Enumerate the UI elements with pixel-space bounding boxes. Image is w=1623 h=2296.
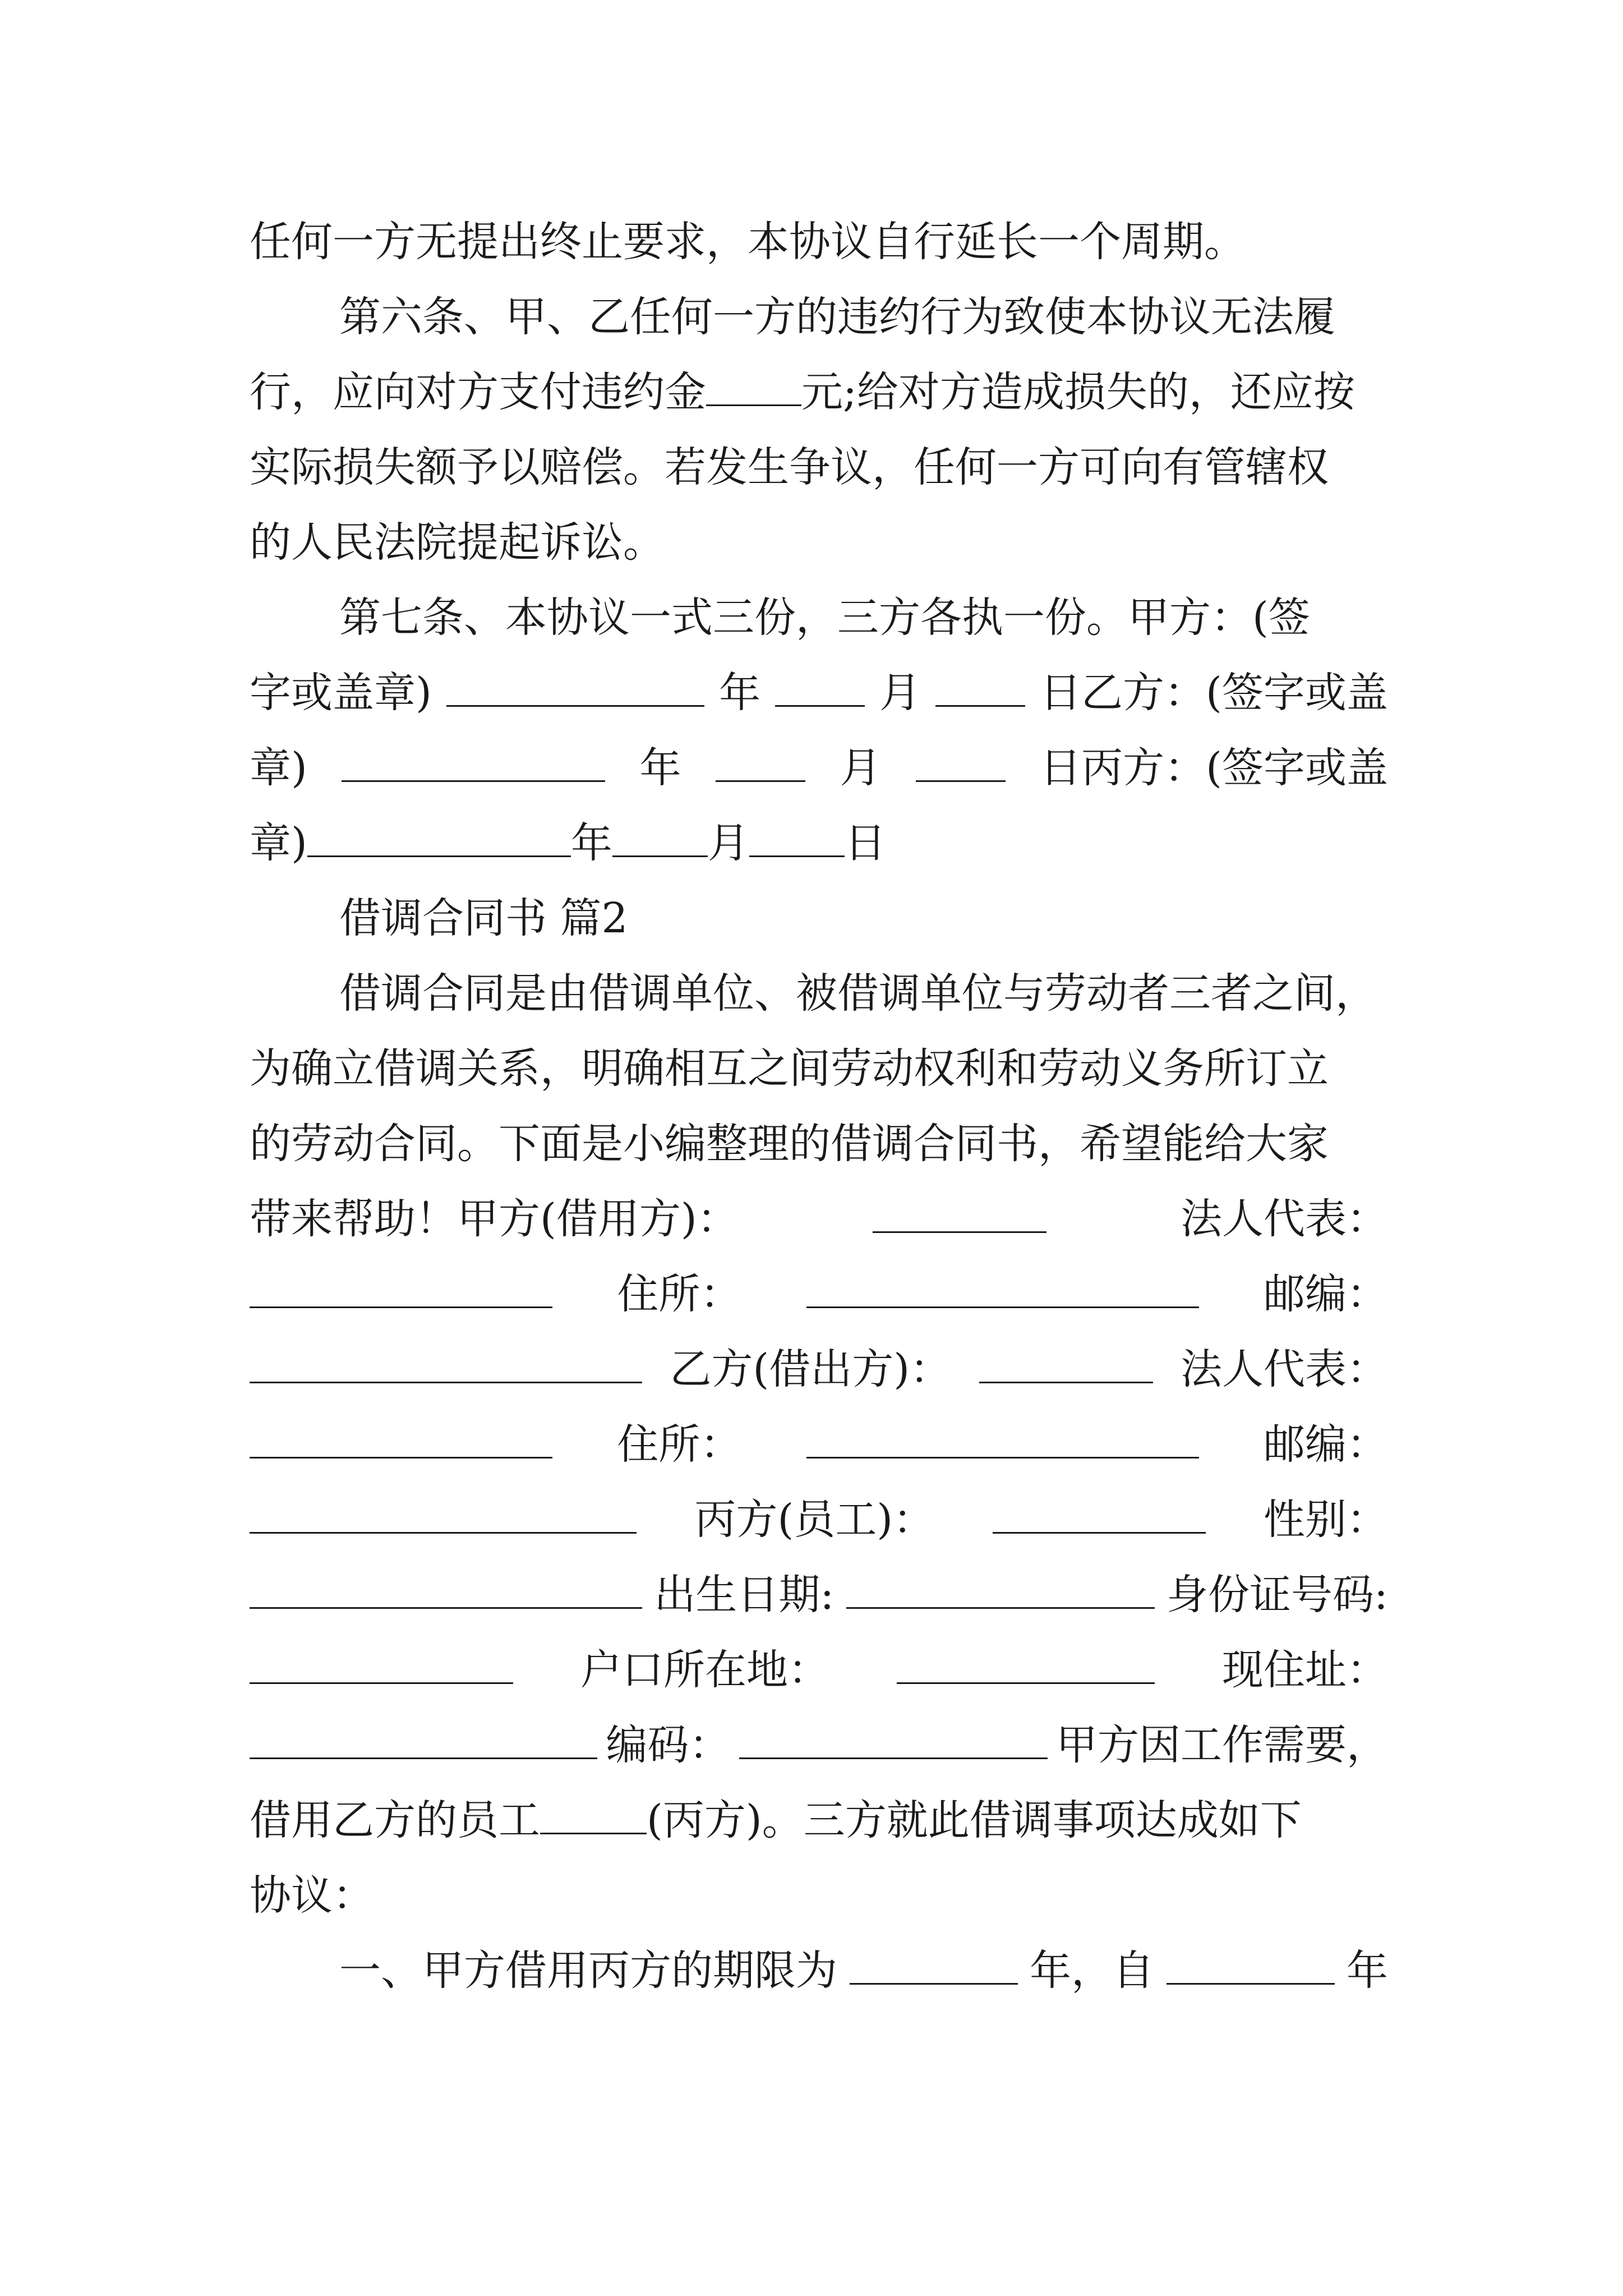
blank-field — [612, 822, 708, 857]
blank-field — [706, 371, 801, 406]
blank-field — [250, 1348, 642, 1383]
text: 年 — [1347, 1947, 1388, 1995]
text: 带来帮助！甲方(借用方)： — [250, 1195, 739, 1243]
text: 年，自 — [1030, 1947, 1154, 1995]
text: 法人代表： — [1180, 1345, 1388, 1393]
blank-field — [739, 1724, 1048, 1759]
text: 的人民法院提起诉讼。 — [250, 518, 665, 567]
text: 为确立借调关系，明确相互之间劳动权利和劳动义务所订立 — [250, 1045, 1329, 1093]
text-line-17 — [250, 1481, 1388, 1558]
text-line-20 — [250, 1707, 1388, 1784]
text: 户口所在地： — [580, 1646, 829, 1694]
text-line-4 — [250, 429, 1388, 506]
text: 元;给对方造成损失的，还应按 — [801, 368, 1355, 416]
text-line-19 — [250, 1632, 1388, 1709]
text: 出生日期: — [654, 1571, 834, 1619]
text-line-23 — [339, 1932, 1388, 2009]
text-line-12 — [250, 1106, 1388, 1182]
text: 协议： — [250, 1871, 374, 1920]
text-line-1 — [250, 204, 1388, 280]
text-line-21 — [250, 1782, 1388, 1859]
blank-field — [850, 1949, 1018, 1985]
blank-field — [716, 747, 805, 782]
text-line-10 — [339, 955, 1388, 1032]
text: (丙方)。三方就此借调事项达成如下 — [647, 1796, 1302, 1844]
blank-field — [1166, 1949, 1335, 1985]
blank-field — [979, 1348, 1153, 1383]
blank-field — [307, 822, 571, 857]
section-heading — [339, 880, 1388, 957]
text: 行，应向对方支付违约金 — [250, 368, 706, 416]
text: 身份证号码: — [1166, 1571, 1388, 1619]
blank-field — [250, 1273, 552, 1308]
blank-field — [250, 1724, 597, 1759]
text: 第六条、甲、乙任何一方的违约行为致使本协议无法履 — [339, 293, 1335, 341]
text: 月 — [707, 819, 749, 867]
blank-field — [873, 1198, 1046, 1233]
text: 第七条、本协议一式三份，三方各执一份。甲方：(签 — [339, 593, 1310, 642]
text-line-18 — [250, 1557, 1388, 1634]
text-line-6 — [339, 579, 1388, 656]
heading-text: 借调合同书 篇2 — [339, 894, 628, 942]
blank-field — [935, 671, 1025, 707]
blank-field — [993, 1498, 1206, 1534]
text-line-3 — [250, 354, 1388, 431]
text: 字或盖章) — [250, 669, 432, 717]
blank-field — [897, 1649, 1155, 1684]
text: 章) — [250, 819, 307, 867]
text-line-2 — [339, 279, 1388, 356]
text-line-22 — [250, 1857, 1388, 1934]
text: 住所： — [617, 1270, 742, 1318]
blank-field — [250, 1498, 637, 1534]
text: 邮编： — [1263, 1420, 1388, 1469]
text: 性别： — [1263, 1496, 1388, 1544]
text: 任何一方无提出终止要求，本协议自行延长一个周期。 — [250, 218, 1246, 266]
text: 借用乙方的员工 — [250, 1796, 540, 1844]
blank-field — [775, 671, 865, 707]
text-line-9 — [250, 805, 1388, 882]
text: 月 — [840, 744, 882, 792]
text: 现住址： — [1222, 1646, 1388, 1694]
text: 实际损失额予以赔偿。若发生争议，任何一方可向有管辖权 — [250, 443, 1329, 491]
text: 日乙方：(签字或盖 — [1040, 669, 1388, 717]
blank-field — [250, 1649, 513, 1684]
text: 编码： — [606, 1721, 731, 1769]
text: 住所： — [617, 1420, 742, 1469]
blank-field — [916, 747, 1006, 782]
text: 甲方因工作需要， — [1055, 1721, 1388, 1769]
text-line-8 — [250, 730, 1388, 807]
blank-field — [250, 1573, 642, 1609]
text: 章) — [250, 744, 307, 792]
text: 丙方(员工)： — [694, 1496, 935, 1544]
text: 邮编： — [1263, 1270, 1388, 1318]
text: 乙方(借出方)： — [670, 1345, 952, 1393]
blank-field — [540, 1799, 647, 1834]
text-line-5 — [250, 504, 1388, 581]
text: 年 — [718, 669, 760, 717]
text: 借调合同是由借调单位、被借调单位与劳动者三者之间， — [339, 969, 1377, 1018]
text-line-13 — [250, 1181, 1388, 1258]
text: 年 — [639, 744, 681, 792]
blank-field — [806, 1273, 1199, 1308]
text: 法人代表： — [1181, 1195, 1388, 1243]
text-line-15 — [250, 1331, 1388, 1408]
text: 日丙方：(签字或盖 — [1040, 744, 1388, 792]
text-line-11 — [250, 1030, 1388, 1107]
blank-field — [749, 822, 845, 857]
text: 年 — [570, 819, 612, 867]
text-line-7 — [250, 655, 1388, 731]
blank-field — [846, 1573, 1155, 1609]
blank-field — [250, 1423, 552, 1458]
text: 的劳动合同。下面是小编整理的借调合同书，希望能给大家 — [250, 1120, 1329, 1168]
text: 日 — [844, 819, 886, 867]
blank-field — [446, 671, 704, 707]
text: 一、甲方借用丙方的期限为 — [339, 1947, 837, 1995]
text: 月 — [879, 669, 921, 717]
text-line-14 — [250, 1256, 1388, 1333]
blank-field — [806, 1423, 1199, 1458]
blank-field — [342, 747, 605, 782]
text-line-16 — [250, 1406, 1388, 1483]
